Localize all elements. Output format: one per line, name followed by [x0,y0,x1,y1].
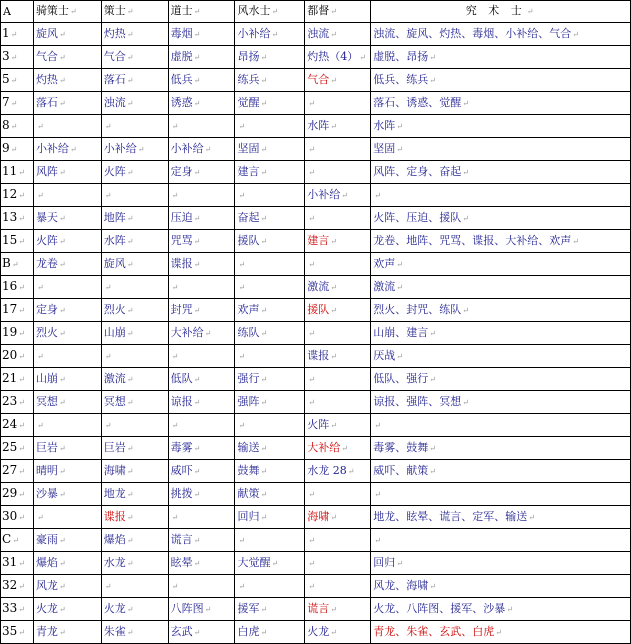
table-cell: ↵ [305,552,371,575]
table-cell: 豪雨↵ [33,529,101,552]
header-cell: 骑策士↵ [33,1,101,23]
table-cell: 虚脱↵ [168,46,235,69]
table-cell: 厌战↵ [371,345,631,368]
row-number: 1↵ [1,23,34,46]
table-cell: 白虎↵ [235,621,305,644]
table-row [1,69,631,92]
table-cell: 挑拨↵ [168,483,235,506]
table-cell: 冥想↵ [33,391,101,414]
table-cell: 眩晕↵ [168,552,235,575]
table-cell: 水阵↵ [371,115,631,138]
header-row [1,1,631,23]
table-cell: ↵ [305,368,371,391]
table-cell: 定身↵ [168,161,235,184]
table-body [1,23,631,644]
table-row [1,138,631,161]
row-number: 8↵ [1,115,34,138]
table-cell: 谍报↵ [101,506,168,529]
table-cell: ↵ [305,207,371,230]
table-cell: 灼热（4）↵ [305,46,371,69]
table-cell: 鼓舞↵ [235,460,305,483]
table-row [1,161,631,184]
table-cell: ↵ [305,575,371,598]
row-number: C↵ [1,529,34,552]
table-cell: ↵ [101,115,168,138]
table-cell: 回归↵ [371,552,631,575]
row-number: 30↵ [1,506,34,529]
header-cell: 道士↵ [168,1,235,23]
row-number: 32↵ [1,575,34,598]
table-cell: 坚固↵ [371,138,631,161]
table-cell: 火龙↵ [101,598,168,621]
table-cell: ↵ [305,483,371,506]
table-row [1,598,631,621]
table-row [1,529,631,552]
row-number: 23↵ [1,391,34,414]
table-row [1,46,631,69]
row-number: 7↵ [1,92,34,115]
table-cell: 浊流、旋风、灼热、毒烟、小补给、气合↵ [371,23,631,46]
table-cell: 援军↵ [235,598,305,621]
header-cell: 究 术 士↵ [371,1,631,23]
table-cell: 激流↵ [371,276,631,299]
table-cell: 暴天↵ [33,207,101,230]
table-cell: 火阵↵ [305,414,371,437]
table-cell: 低队↵ [168,368,235,391]
row-number: B↵ [1,253,34,276]
table-cell: 落石↵ [101,69,168,92]
table-cell: ↵ [235,184,305,207]
table-cell: 威吓、献策↵ [371,460,631,483]
table-cell: 小补给↵ [235,23,305,46]
table-cell: 火龙、八阵图、援军、沙暴↵ [371,598,631,621]
table-cell: 浊流↵ [101,92,168,115]
table-cell: 威吓↵ [168,460,235,483]
table-cell: ↵ [101,575,168,598]
table-cell: 建言↵ [235,161,305,184]
table-cell: 谅报↵ [168,391,235,414]
row-number: 27↵ [1,460,34,483]
table-cell: 烈火、封咒、练队↵ [371,299,631,322]
table-cell: ↵ [371,483,631,506]
table-row [1,23,631,46]
table-cell: 献策↵ [235,483,305,506]
table-cell: 气合↵ [101,46,168,69]
table-cell: 欢声↵ [371,253,631,276]
table-cell: 建言↵ [305,230,371,253]
table-cell: 大补给↵ [305,437,371,460]
row-number: 5↵ [1,69,34,92]
row-number: 13↵ [1,207,34,230]
table-cell: ↵ [101,345,168,368]
table-cell: 小补给↵ [101,138,168,161]
table-cell: 毒雾、鼓舞↵ [371,437,631,460]
table-cell: ↵ [33,184,101,207]
table-cell: ↵ [371,529,631,552]
row-number: 17↵ [1,299,34,322]
table-cell: ↵ [305,138,371,161]
table-row [1,115,631,138]
table-row [1,391,631,414]
table-cell: ↵ [33,115,101,138]
table-cell: 玄武↵ [168,621,235,644]
table-cell: ↵ [168,575,235,598]
table-cell: 激流↵ [305,276,371,299]
row-number: 11↵ [1,161,34,184]
table-cell: 援队↵ [305,299,371,322]
table-cell: 山崩、建言↵ [371,322,631,345]
table-cell: 强行↵ [235,368,305,391]
table-cell: 虚脱、昂扬↵ [371,46,631,69]
table-cell: ↵ [305,391,371,414]
table-row [1,207,631,230]
table-cell: 封咒↵ [168,299,235,322]
row-number: 3↵ [1,46,34,69]
table-row [1,322,631,345]
table-cell: ↵ [168,276,235,299]
table-cell: ↵ [235,276,305,299]
table-cell: 欢声↵ [235,299,305,322]
header-cell: 风水士↵ [235,1,305,23]
table-cell: 奋起↵ [235,207,305,230]
table-cell: 龙卷、地阵、咒骂、谍报、大补给、欢声↵ [371,230,631,253]
table-cell: ↵ [235,115,305,138]
table-cell: 落石、诱惑、觉醒↵ [371,92,631,115]
table-cell: 火龙↵ [305,621,371,644]
table-cell: 水阵↵ [305,115,371,138]
table-row [1,368,631,391]
table-cell: ↵ [168,506,235,529]
table-row [1,621,631,644]
table-cell: ↵ [305,529,371,552]
header-cell: A [1,1,34,23]
table-cell: 咒骂↵ [168,230,235,253]
table-cell: 水阵↵ [101,230,168,253]
table-cell: 毒烟↵ [168,23,235,46]
table-cell: 小补给↵ [305,184,371,207]
table-cell: 海啸↵ [305,506,371,529]
table-cell: 风龙、海啸↵ [371,575,631,598]
table-cell: 青龙、朱雀、玄武、白虎↵ [371,621,631,644]
table-row [1,92,631,115]
table-row [1,230,631,253]
table-cell: 灼热↵ [33,69,101,92]
row-number: 9↵ [1,138,34,161]
table-row [1,414,631,437]
table-cell: 旋风↵ [33,23,101,46]
table-cell: ↵ [235,253,305,276]
table-cell: ↵ [33,276,101,299]
table-row [1,552,631,575]
table-cell: ↵ [235,414,305,437]
table-cell: ↵ [235,529,305,552]
table-cell: ↵ [305,322,371,345]
table-cell: 风阵、定身、奋起↵ [371,161,631,184]
table-cell: 强阵↵ [235,391,305,414]
table-cell: ↵ [33,345,101,368]
table-cell: 激流↵ [101,368,168,391]
table-cell: 旋风↵ [101,253,168,276]
table-cell: 巨岩↵ [101,437,168,460]
table-cell: 爆焰↵ [101,529,168,552]
table-cell: 八阵图↵ [168,598,235,621]
table-cell: 落石↵ [33,92,101,115]
table-cell: ↵ [305,92,371,115]
table-cell: 大补给↵ [168,322,235,345]
table-row [1,575,631,598]
table-cell: 援队↵ [235,230,305,253]
table-cell: ↵ [305,253,371,276]
table-cell: ↵ [33,414,101,437]
table-row [1,276,631,299]
table-cell: 觉醒↵ [235,92,305,115]
table-cell: 风阵↵ [33,161,101,184]
table-cell: 诱惑↵ [168,92,235,115]
row-number: 12↵ [1,184,34,207]
table-cell: 低兵↵ [168,69,235,92]
table-cell: ↵ [371,184,631,207]
table-cell: 毒雾↵ [168,437,235,460]
table-cell: 低队、强行↵ [371,368,631,391]
table-cell: 水龙 28↵ [305,460,371,483]
table-cell: ↵ [371,414,631,437]
table-cell: 压迫↵ [168,207,235,230]
table-cell: 定身↵ [33,299,101,322]
table-cell: 冥想↵ [101,391,168,414]
table-cell: 烈火↵ [101,299,168,322]
table-cell: 输送↵ [235,437,305,460]
table-cell: 朱雀↵ [101,621,168,644]
row-number: 20↵ [1,345,34,368]
table-cell: 青龙↵ [33,621,101,644]
row-number: 29↵ [1,483,34,506]
table-cell: 海啸↵ [101,460,168,483]
table-cell: 谍报↵ [168,253,235,276]
table-cell: 巨岩↵ [33,437,101,460]
table-cell: 烈火↵ [33,322,101,345]
table-cell: 低兵、练兵↵ [371,69,631,92]
table-cell: 谅报、强阵、冥想↵ [371,391,631,414]
table-cell: 风龙↵ [33,575,101,598]
table-cell: 火阵、压迫、援队↵ [371,207,631,230]
table-cell: ↵ [168,345,235,368]
row-number: 25↵ [1,437,34,460]
header-cell: 策士↵ [101,1,168,23]
table-cell: 坚固↵ [235,138,305,161]
table-cell: ↵ [235,345,305,368]
table-cell: 练队↵ [235,322,305,345]
table-cell: 谍报↵ [305,345,371,368]
table-cell: ↵ [101,276,168,299]
table-cell: 小补给↵ [33,138,101,161]
table-row [1,253,631,276]
row-number: 35↵ [1,621,34,644]
table-cell: 火龙↵ [33,598,101,621]
table-cell: ↵ [101,414,168,437]
table-cell: ↵ [168,184,235,207]
row-number: 21↵ [1,368,34,391]
table-cell: 晴明↵ [33,460,101,483]
table-cell: 大觉醒↵ [235,552,305,575]
table-cell: 灼热↵ [101,23,168,46]
table-cell: ↵ [305,161,371,184]
table-row [1,437,631,460]
table-cell: ↵ [33,506,101,529]
header-cell: 都督↵ [305,1,371,23]
table-row [1,345,631,368]
table-row [1,299,631,322]
table-row [1,460,631,483]
table-cell: 回归↵ [235,506,305,529]
table-cell: ↵ [168,115,235,138]
table-cell: 火阵↵ [101,161,168,184]
table-cell: 水龙↵ [101,552,168,575]
table-row [1,483,631,506]
table-cell: 小补给↵ [168,138,235,161]
table-cell: 火阵↵ [33,230,101,253]
row-number: 16↵ [1,276,34,299]
table-cell: 地龙、眩晕、谎言、定军、输送↵ [371,506,631,529]
table-cell: 气合↵ [33,46,101,69]
table-cell: 龙卷↵ [33,253,101,276]
row-number: 15↵ [1,230,34,253]
table-cell: 山崩↵ [101,322,168,345]
table-cell: ↵ [101,184,168,207]
table-row [1,506,631,529]
table-cell: 浊流↵ [305,23,371,46]
table-cell: 地阵↵ [101,207,168,230]
table-row [1,184,631,207]
table-cell: ↵ [235,575,305,598]
row-number: 19↵ [1,322,34,345]
row-number: 33↵ [1,598,34,621]
table-cell: 气合↵ [305,69,371,92]
table-cell: 练兵↵ [235,69,305,92]
table-cell: 地龙↵ [101,483,168,506]
table-cell: 沙暴↵ [33,483,101,506]
table-cell: 谎言↵ [168,529,235,552]
table-cell: ↵ [168,414,235,437]
table-cell: 昂扬↵ [235,46,305,69]
row-number: 24↵ [1,414,34,437]
table-cell: 山崩↵ [33,368,101,391]
table-cell: 谎言↵ [305,598,371,621]
table-cell: 爆焰↵ [33,552,101,575]
row-number: 31↵ [1,552,34,575]
